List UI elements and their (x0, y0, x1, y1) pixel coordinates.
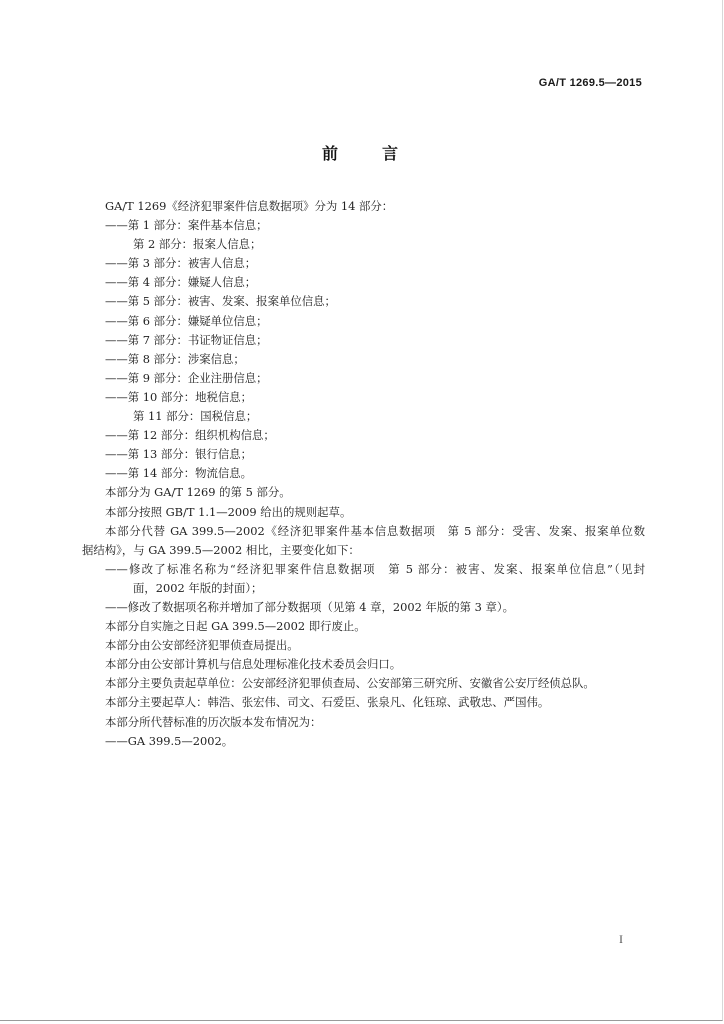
part-item-3: ——第 3 部分：被害人信息； (105, 256, 257, 271)
replaces-statement-line-2: 据结构》，与 GA 399.5—2002 相比，主要变化如下： (82, 542, 360, 557)
history-intro: 本部分所代替标准的历次版本发布情况为： (105, 714, 322, 729)
part-item-4: ——第 4 部分：嫌疑人信息； (105, 275, 257, 290)
part-item-5: ——第 5 部分：被害、发案、报案单位信息； (105, 294, 336, 309)
change-item-2: ——修改了数据项名称并增加了部分数据项（见第 4 章，2002 年版的第 3 章）。 (105, 599, 514, 614)
part-item-13: ——第 13 部分：银行信息； (105, 447, 253, 462)
part-item-10: ——第 10 部分：地税信息； (105, 389, 253, 404)
foreword-body (82, 197, 645, 751)
page-title: 前 言 (321, 144, 402, 163)
drafting-units-statement: 本部分主要负责起草单位：公安部经济犯罪侦查局、公安部第三研究所、安徽省公安厅经侦总队。 (105, 676, 595, 691)
part-item-1: ——第 1 部分：案件基本信息； (105, 218, 268, 233)
part-item-7: ——第 7 部分：书证物证信息； (105, 332, 268, 347)
replaces-statement-line-1: 本部分代替 GA 399.5—2002《经济犯罪案件基本信息数据项 第 5 部分：受害、发案、报案单位数 (105, 523, 645, 538)
part-item-2: 第 2 部分：报案人信息； (133, 237, 262, 252)
part-item-6: ——第 6 部分：嫌疑单位信息； (105, 313, 268, 328)
change-item-1-line-2: 面，2002 年版的封面）； (133, 580, 263, 595)
change-item-1-line-1: ——修改了标准名称为“经济犯罪案件信息数据项 第 5 部分：被害、发案、报案单位信息”（见封 (105, 561, 645, 576)
proposed-by-statement: 本部分由公安部经济犯罪侦查局提出。 (105, 638, 299, 653)
standard-number-header: GA/T 1269.5—2015 (538, 77, 642, 89)
part-item-8: ——第 8 部分：涉案信息； (105, 351, 245, 366)
part-item-11: 第 11 部分：国税信息； (133, 409, 258, 424)
part-statement: 本部分为 GA/T 1269 的第 5 部分。 (105, 485, 291, 500)
history-item-1: ——GA 399.5—2002。 (105, 733, 234, 748)
centralized-by-statement: 本部分由公安部计算机与信息处理标准化技术委员会归口。 (105, 657, 402, 672)
part-item-12: ——第 12 部分：组织机构信息； (105, 428, 275, 443)
abolished-statement: 本部分自实施之日起 GA 399.5—2002 即行废止。 (105, 619, 366, 634)
drafting-rules-statement: 本部分按照 GB/T 1.1—2009 给出的规则起草。 (105, 504, 352, 519)
foreword-intro: GA/T 1269《经济犯罪案件信息数据项》分为 14 部分： (105, 199, 394, 213)
part-item-9: ——第 9 部分：企业注册信息； (105, 370, 268, 385)
part-item-14: ——第 14 部分：物流信息。 (105, 466, 253, 481)
page-number: I (619, 932, 623, 946)
drafters-statement: 本部分主要起草人：韩浩、张宏伟、司文、石爱臣、张泉凡、化钰琼、武敬忠、严国伟。 (105, 695, 550, 710)
